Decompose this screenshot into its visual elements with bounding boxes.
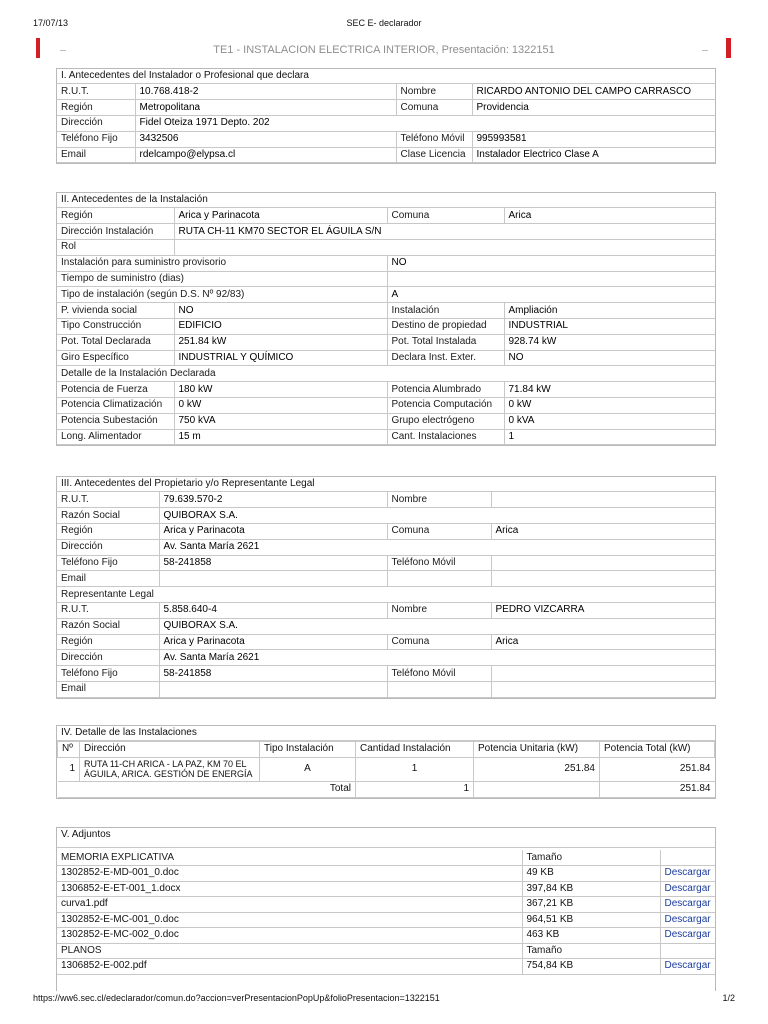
field-value: rdelcampo@elypsa.cl — [135, 147, 396, 163]
field-label: Nombre — [396, 84, 472, 100]
print-date: 17/07/13 — [33, 18, 69, 28]
attachment-row — [57, 912, 715, 928]
installations-detail-section — [56, 725, 716, 799]
representative-subheader: Representante Legal — [57, 587, 715, 603]
installation-section-title: II. Antecedentes de la Instalación — [57, 193, 715, 208]
field-value: PEDRO VIZCARRA — [491, 603, 715, 619]
field-value: Arica y Parinacota — [159, 634, 387, 650]
field-value: A — [387, 287, 715, 303]
field-value: NO — [387, 255, 715, 271]
table-row — [57, 319, 715, 335]
attachment-size: 754,84 KB — [522, 959, 660, 975]
field-value: Arica — [491, 524, 715, 540]
field-value: RICARDO ANTONIO DEL CAMPO CARRASCO — [472, 84, 715, 100]
installations-detail-title: IV. Detalle de las Instalaciones — [57, 726, 715, 741]
print-page-number: 1/2 — [722, 993, 735, 1003]
field-label: Email — [57, 571, 159, 587]
field-value — [159, 682, 387, 698]
attachment-size: 49 KB — [522, 866, 660, 882]
field-label: Potencia Subestación — [57, 413, 174, 429]
installation-type: A — [260, 757, 356, 781]
installer-section — [56, 68, 716, 164]
field-value — [174, 240, 715, 256]
owner-table — [57, 492, 715, 698]
table-row — [57, 603, 715, 619]
field-value: Arica y Parinacota — [159, 524, 387, 540]
field-label: Teléfono Fijo — [57, 555, 159, 571]
table-row — [57, 555, 715, 571]
field-label: Declara Inst. Exter. — [387, 350, 504, 366]
installation-section — [56, 192, 716, 446]
field-value: 1 — [504, 429, 715, 445]
owner-section — [56, 476, 716, 699]
total-power: 251.84 — [600, 781, 715, 797]
download-link[interactable]: Descargar — [664, 960, 711, 972]
field-value: Av. Santa María 2621 — [159, 650, 715, 666]
field-label: Potencia de Fuerza — [57, 382, 174, 398]
attachment-row — [57, 897, 715, 913]
representative-subheader-row — [57, 587, 715, 603]
field-label: Rol — [57, 240, 174, 256]
table-row — [57, 634, 715, 650]
attachment-filename: curva1.pdf — [57, 897, 522, 913]
field-label: P. vivienda social — [57, 303, 174, 319]
table-row — [57, 350, 715, 366]
field-value — [387, 271, 715, 287]
field-value: QUIBORAX S.A. — [159, 618, 715, 634]
table-row — [57, 382, 715, 398]
field-value: 5.858.640-4 — [159, 603, 387, 619]
col-header-address: Dirección — [80, 742, 260, 758]
field-label: Pot. Total Instalada — [387, 334, 504, 350]
planos-header-row — [57, 943, 715, 959]
field-value: Instalador Electrico Clase A — [472, 147, 715, 163]
field-value: 928.74 kW — [504, 334, 715, 350]
detail-subheader-row — [57, 366, 715, 382]
print-url: https://ww6.sec.cl/edeclarador/comun.do?accion=verPresentacionPopUp&folioPresentacion=1322151 — [33, 993, 440, 1003]
field-label: Potencia Computación — [387, 398, 504, 414]
field-value: 10.768.418-2 — [135, 84, 396, 100]
field-value: NO — [504, 350, 715, 366]
table-row — [57, 116, 715, 132]
col-header-number: Nº — [58, 742, 80, 758]
field-label: Comuna — [396, 100, 472, 116]
field-value — [491, 492, 715, 508]
installation-unit-power: 251.84 — [474, 757, 600, 781]
attachment-row — [57, 959, 715, 975]
memoria-header-row — [57, 850, 715, 866]
field-label: Teléfono Fijo — [57, 666, 159, 682]
field-label: Dirección — [57, 650, 159, 666]
attachments-section-title: V. Adjuntos — [57, 828, 715, 848]
field-value — [491, 555, 715, 571]
installer-table — [57, 84, 715, 163]
field-label — [387, 682, 491, 698]
col-header-unit-power: Potencia Unitaria (kW) — [474, 742, 600, 758]
field-value: 15 m — [174, 429, 387, 445]
col-header-quantity: Cantidad Instalación — [356, 742, 474, 758]
planos-label: PLANOS — [57, 943, 522, 959]
total-quantity: 1 — [356, 781, 474, 797]
attachments-section — [56, 827, 716, 991]
total-empty — [474, 781, 600, 797]
field-value: EDIFICIO — [174, 319, 387, 335]
field-value: 0 kW — [504, 398, 715, 414]
table-row — [57, 492, 715, 508]
field-value: 3432506 — [135, 131, 396, 147]
size-header: Tamaño — [522, 850, 660, 866]
table-row — [57, 398, 715, 414]
field-label: Giro Específico — [57, 350, 174, 366]
installer-section-title: I. Antecedentes del Instalador o Profesional que declara — [57, 69, 715, 84]
field-value: Arica — [491, 634, 715, 650]
download-link[interactable]: Descargar — [664, 882, 711, 894]
field-value: 71.84 kW — [504, 382, 715, 398]
table-row — [58, 757, 715, 781]
field-label: Potencia Climatización — [57, 398, 174, 414]
total-row — [58, 781, 715, 797]
col-header-total-power: Potencia Total (kW) — [600, 742, 715, 758]
print-title: SEC E- declarador — [346, 18, 422, 28]
field-label: Comuna — [387, 634, 491, 650]
field-label: Pot. Total Declarada — [57, 334, 174, 350]
attachment-size: 367,21 KB — [522, 897, 660, 913]
field-label: Comuna — [387, 208, 504, 224]
installation-address: RUTA 11-CH ARICA - LA PAZ, KM 70 EL ÁGUILA, ARICA. GESTIÓN DE ENERGÍA — [80, 757, 260, 781]
table-row — [57, 147, 715, 163]
field-value: INDUSTRIAL — [504, 319, 715, 335]
field-label: Dirección — [57, 116, 135, 132]
detail-subheader: Detalle de la Instalación Declarada — [57, 366, 715, 382]
field-value: Arica y Parinacota — [174, 208, 387, 224]
field-value: Metropolitana — [135, 100, 396, 116]
field-value: 251.84 kW — [174, 334, 387, 350]
download-link[interactable]: Descargar — [664, 898, 711, 910]
field-value: 180 kW — [174, 382, 387, 398]
field-label: Comuna — [387, 524, 491, 540]
field-label: Teléfono Móvil — [387, 666, 491, 682]
field-value: Av. Santa María 2621 — [159, 539, 715, 555]
installation-table — [57, 208, 715, 445]
field-label — [387, 571, 491, 587]
table-row — [57, 413, 715, 429]
field-label: Email — [57, 682, 159, 698]
field-label: Instalación para suministro provisorio — [57, 255, 387, 271]
field-value: Ampliación — [504, 303, 715, 319]
attachment-row — [57, 881, 715, 897]
attachment-size: 397,84 KB — [522, 881, 660, 897]
table-row — [57, 524, 715, 540]
table-row — [57, 650, 715, 666]
field-label: Teléfono Móvil — [396, 131, 472, 147]
attachment-size: 964,51 KB — [522, 912, 660, 928]
col-header-type: Tipo Instalación — [260, 742, 356, 758]
attachment-filename: 1302852-E-MC-002_0.doc — [57, 928, 522, 944]
table-row — [57, 539, 715, 555]
field-value: Fidel Oteiza 1971 Depto. 202 — [135, 116, 715, 132]
field-label: Dirección — [57, 539, 159, 555]
attachment-row — [57, 866, 715, 882]
field-value: NO — [174, 303, 387, 319]
table-row — [57, 618, 715, 634]
field-label: R.U.T. — [57, 492, 159, 508]
table-row — [57, 666, 715, 682]
field-label: R.U.T. — [57, 84, 135, 100]
size-header: Tamaño — [522, 943, 660, 959]
installations-header-row — [58, 742, 715, 758]
field-label: Destino de propiedad — [387, 319, 504, 335]
table-row — [57, 131, 715, 147]
field-label: Región — [57, 208, 174, 224]
field-value — [491, 666, 715, 682]
field-label: Potencia Alumbrado — [387, 382, 504, 398]
table-row — [57, 508, 715, 524]
installation-region-row — [57, 208, 715, 224]
installation-time-row — [57, 271, 715, 287]
field-label: Long. Alimentador — [57, 429, 174, 445]
table-row — [57, 84, 715, 100]
attachment-filename: 1306852-E-002.pdf — [57, 959, 522, 975]
attachment-size: 463 KB — [522, 928, 660, 944]
field-label: Teléfono Fijo — [57, 131, 135, 147]
field-label: Cant. Instalaciones — [387, 429, 504, 445]
attachment-filename: 1302852-E-MC-001_0.doc — [57, 912, 522, 928]
field-value — [491, 682, 715, 698]
memoria-label: MEMORIA EXPLICATIVA — [57, 850, 522, 866]
field-value: 0 kW — [174, 398, 387, 414]
field-label: Tipo Construcción — [57, 319, 174, 335]
installation-address-row — [57, 224, 715, 240]
table-row — [57, 429, 715, 445]
field-label: R.U.T. — [57, 603, 159, 619]
table-row — [57, 334, 715, 350]
attachment-row — [57, 928, 715, 944]
table-row — [57, 303, 715, 319]
field-value: 0 kVA — [504, 413, 715, 429]
print-header — [0, 18, 768, 32]
page-title: TE1 - INSTALACION ELECTRICA INTERIOR, Presentación: 1322151 — [213, 44, 555, 56]
attachments-table — [57, 850, 715, 975]
field-label: Razón Social — [57, 508, 159, 524]
installation-provisional-row — [57, 255, 715, 271]
field-label: Región — [57, 100, 135, 116]
installation-total-power: 251.84 — [600, 757, 715, 781]
field-value: 750 kVA — [174, 413, 387, 429]
field-label: Teléfono Móvil — [387, 555, 491, 571]
field-label: Instalación — [387, 303, 504, 319]
installation-number: 1 — [58, 757, 80, 781]
field-value — [491, 571, 715, 587]
field-value: RUTA CH-11 KM70 SECTOR EL ÁGUILA S/N — [174, 224, 715, 240]
field-label: Razón Social — [57, 618, 159, 634]
field-value: Providencia — [472, 100, 715, 116]
field-label: Grupo electrógeno — [387, 413, 504, 429]
field-value: 58-241858 — [159, 555, 387, 571]
field-value: QUIBORAX S.A. — [159, 508, 715, 524]
field-value: Arica — [504, 208, 715, 224]
field-value: 995993581 — [472, 131, 715, 147]
table-row — [57, 571, 715, 587]
field-value: 79.639.570-2 — [159, 492, 387, 508]
field-label: Email — [57, 147, 135, 163]
field-value: INDUSTRIAL Y QUÍMICO — [174, 350, 387, 366]
field-label: Región — [57, 524, 159, 540]
installation-type-row — [57, 287, 715, 303]
field-label: Tiempo de suministro (dias) — [57, 271, 387, 287]
field-label: Dirección Instalación — [57, 224, 174, 240]
attachment-filename: 1302852-E-MD-001_0.doc — [57, 866, 522, 882]
download-link[interactable]: Descargar — [664, 929, 711, 941]
installation-quantity: 1 — [356, 757, 474, 781]
field-label: Clase Licencia — [396, 147, 472, 163]
attachment-filename: 1306852-E-ET-001_1.docx — [57, 881, 522, 897]
field-label: Tipo de instalación (según D.S. Nº 92/83) — [57, 287, 387, 303]
owner-section-title: III. Antecedentes del Propietario y/o Representante Legal — [57, 477, 715, 492]
table-row — [57, 682, 715, 698]
field-label: Región — [57, 634, 159, 650]
table-row — [57, 100, 715, 116]
download-link[interactable]: Descargar — [664, 913, 711, 925]
total-label: Total — [58, 781, 356, 797]
download-link[interactable]: Descargar — [664, 867, 711, 879]
field-label: Nombre — [387, 603, 491, 619]
field-label: Nombre — [387, 492, 491, 508]
field-value: 58-241858 — [159, 666, 387, 682]
installations-detail-table — [57, 741, 715, 798]
installation-rol-row — [57, 240, 715, 256]
field-value — [159, 571, 387, 587]
